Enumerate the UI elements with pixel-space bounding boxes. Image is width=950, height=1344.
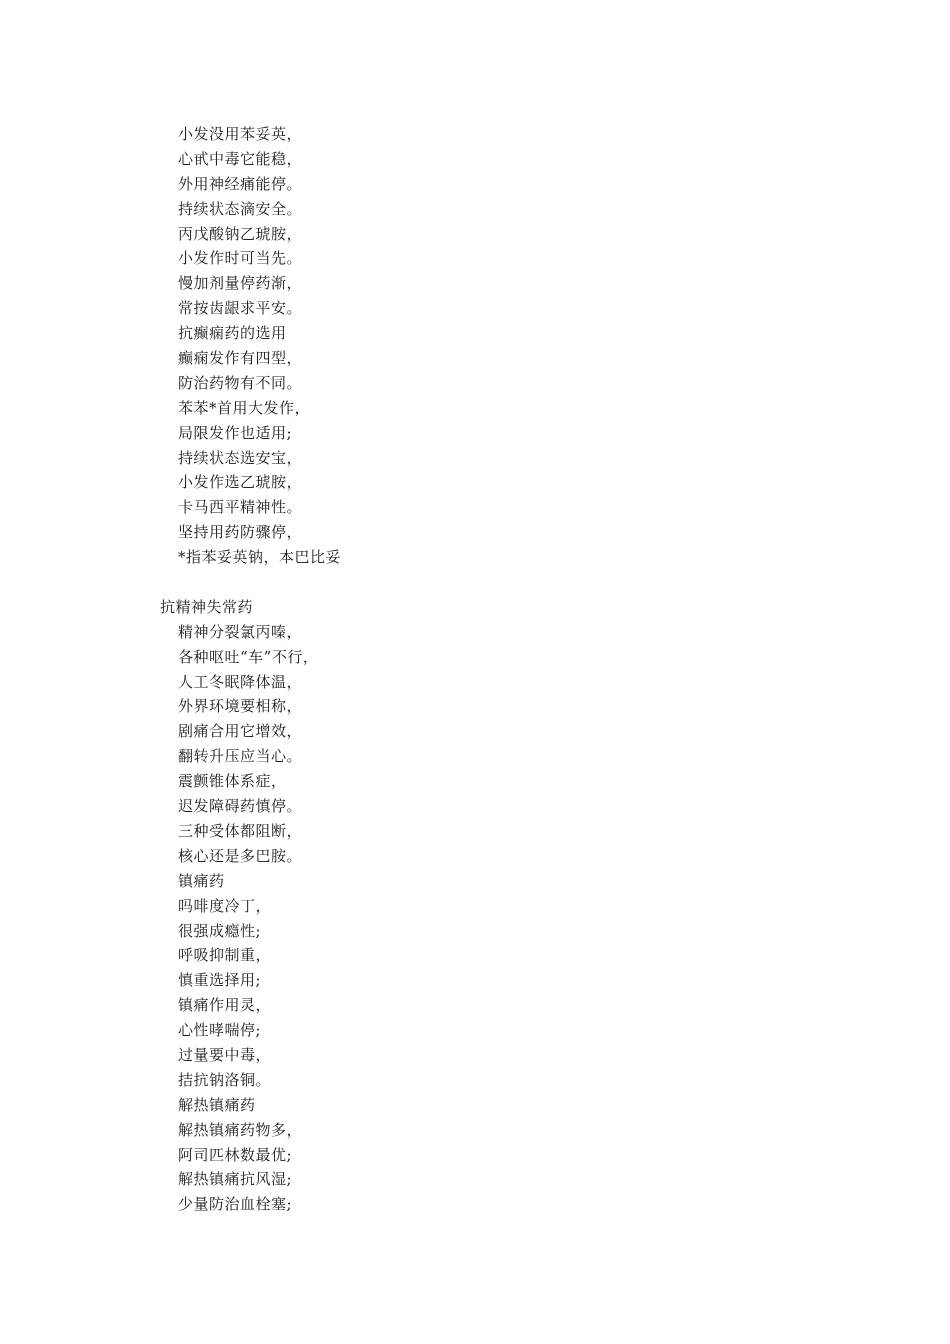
text-line: 慎重选择用; [178,971,262,990]
text-line: 剧痛合用它增效， [178,722,303,741]
text-line: 吗啡度冷丁， [178,896,272,915]
text-line: 持续状态选安宝， [178,448,303,467]
section-heading-antipsychotic: 抗精神失常药 [160,597,254,616]
text-line: 抗癫痫药的选用 [178,324,287,343]
text-line: 人工冬眠降体温， [178,672,303,691]
text-line: 呼吸抑制重， [178,946,272,965]
text-line: 卡马西平精神性。 [178,498,303,517]
text-line: 心甙中毒它能稳， [178,149,303,168]
text-line: 癫痫发作有四型， [178,349,303,368]
document-page [0,122,950,1217]
section-antipsychotic [0,620,950,1217]
text-line: 三种受体都阻断， [178,821,303,840]
text-line: 过量要中毒， [178,1045,272,1064]
text-line: 震颤锥体系症， [178,772,287,791]
text-line: 小发没用苯妥英， [178,125,303,143]
text-line: 常按齿龈求平安。 [178,299,303,318]
text-line: 解热镇痛药物多， [178,1120,303,1139]
text-line: 翻转升压应当心。 [178,747,303,766]
text-line: 心性哮喘停; [178,1021,262,1040]
text-line: 少量防治血栓塞; [178,1195,293,1214]
text-line: 镇痛药 [178,871,225,890]
text-line: 解热镇痛药 [178,1095,256,1114]
text-line: 阿司匹林数最优; [178,1145,293,1164]
text-line: 各种呕吐“车”不行， [178,647,319,666]
text-line: 小发作时可当先。 [178,249,303,268]
text-line: 核心还是多巴胺。 [178,846,303,865]
text-line: 防治药物有不同。 [178,373,303,392]
text-line: 镇痛作用灵， [178,996,272,1015]
text-line: 外界环境要相称， [178,697,303,716]
text-line: 苯苯*首用大发作， [178,398,311,417]
text-line: 精神分裂氯丙嗪， [178,622,303,641]
text-line: 迟发障碍药慎停。 [178,797,303,816]
text-line: *指苯妥英钠，本巴比妥 [178,548,342,567]
text-line: 丙戊酸钠乙琥胺， [178,224,303,243]
section-antiepileptic [0,122,950,570]
text-line: 小发作选乙琥胺， [178,473,303,492]
text-line: 解热镇痛抗风湿; [178,1170,293,1189]
text-line: 局限发作也适用; [178,423,293,442]
text-line: 外用神经痛能停。 [178,174,303,193]
text-line: 坚持用药防骤停， [178,523,303,542]
text-line: 拮抗钠洛铜。 [178,1070,272,1089]
text-line: 很强成瘾性; [178,921,262,940]
text-line: 慢加剂量停药渐， [178,274,303,293]
text-line: 持续状态滴安全。 [178,199,303,218]
blank-line [0,570,950,595]
